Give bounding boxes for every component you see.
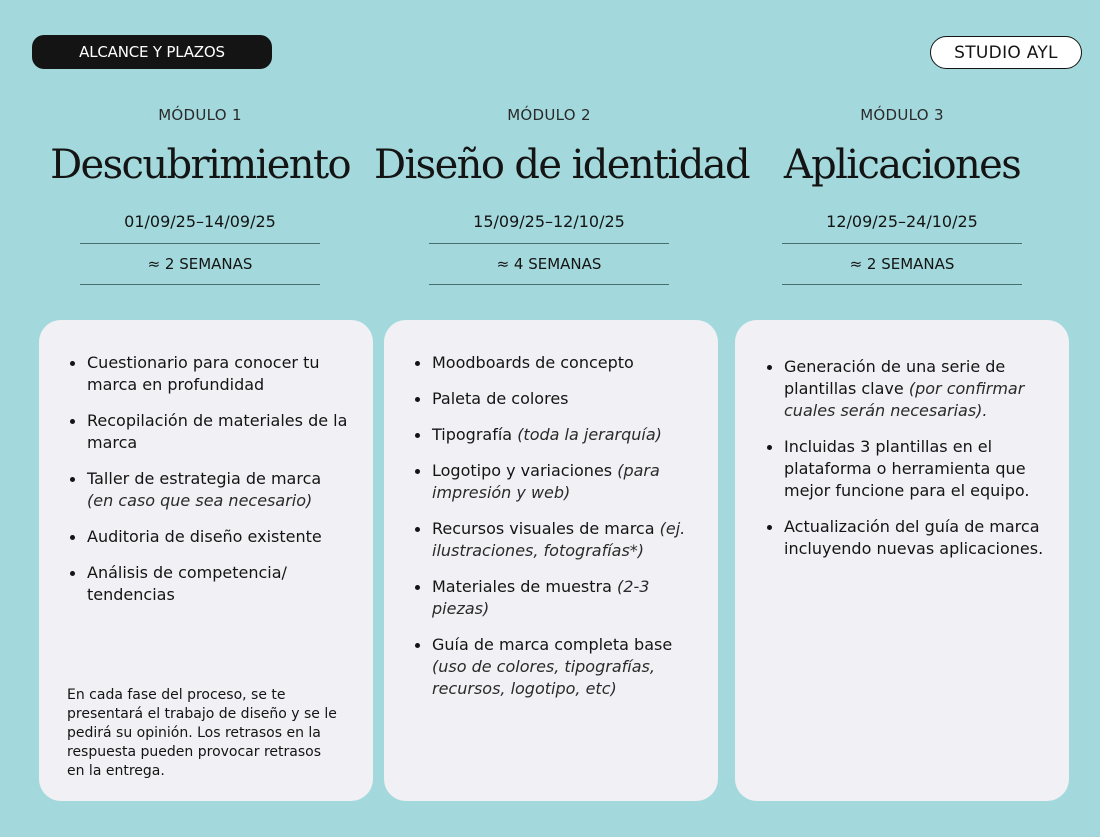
module-2-dates: 15/09/25–12/10/25 <box>429 200 669 244</box>
process-footnote: En cada fase del proceso, se te presentará el trabajo de diseño y se le pedirá su opinión. Los retrasos en la respuesta pueden provocar retrasos en la entrega. <box>67 687 337 779</box>
bullet-icon <box>767 445 772 450</box>
bullet-icon <box>70 477 75 482</box>
bullet-icon <box>415 469 420 474</box>
module-3-title: Aplicaciones <box>783 142 1021 188</box>
module-2-list <box>384 320 718 700</box>
module-3-label: MÓDULO 3 <box>860 106 944 124</box>
studio-badge <box>930 36 1082 69</box>
bullet-icon <box>70 535 75 540</box>
module-1-duration: ≈ 2 SEMANAS <box>80 244 320 285</box>
module-3-duration: ≈ 2 SEMANAS <box>782 244 1022 285</box>
list-item: Recopilación de materiales de la marca <box>65 410 349 454</box>
bullet-icon <box>415 397 420 402</box>
module-3-card <box>735 320 1069 801</box>
module-3-dates: 12/09/25–24/10/25 <box>782 200 1022 244</box>
bullet-icon <box>767 525 772 530</box>
list-item: Cuestionario para conocer tu marca en profundidad <box>65 352 349 396</box>
section-label-badge <box>32 35 272 69</box>
bullet-icon <box>415 361 420 366</box>
list-item: Análisis de competencia/ tendencias <box>65 562 349 606</box>
module-3-header <box>727 100 1077 285</box>
list-item: Logotipo y variaciones (para impresión y web) <box>410 460 696 504</box>
module-1-list <box>39 320 373 606</box>
module-1-card <box>39 320 373 801</box>
list-item: Auditoria de diseño existente <box>65 526 349 548</box>
list-item: Materiales de muestra (2-3 piezas) <box>410 576 696 620</box>
list-item: Taller de estrategia de marca (en caso que sea necesario) <box>65 468 349 512</box>
list-item: Tipografía (toda la jerarquía) <box>410 424 696 446</box>
module-1-label: MÓDULO 1 <box>158 106 242 124</box>
bullet-icon <box>70 361 75 366</box>
module-2-card <box>384 320 718 801</box>
list-item: Paleta de colores <box>410 388 696 410</box>
list-item: Generación de una serie de plantillas clave (por confirmar cuales serán necesarias). <box>762 356 1047 422</box>
module-2-title: Diseño de identidad <box>374 142 749 188</box>
bullet-icon <box>767 365 772 370</box>
bullet-icon <box>415 585 420 590</box>
list-item: Moodboards de concepto <box>410 352 696 374</box>
list-item: Incluidas 3 plantillas en el plataforma o herramienta que mejor funcione para el equipo. <box>762 436 1047 502</box>
module-1-dates: 01/09/25–14/09/25 <box>80 200 320 244</box>
bullet-icon <box>415 527 420 532</box>
list-item: Actualización del guía de marca incluyendo nuevas aplicaciones. <box>762 516 1047 560</box>
bullet-icon <box>415 643 420 648</box>
module-2-label: MÓDULO 2 <box>507 106 591 124</box>
module-1-title: Descubrimiento <box>50 142 350 188</box>
list-item: Guía de marca completa base (uso de colores, tipografías, recursos, logotipo, etc) <box>410 634 696 700</box>
bullet-icon <box>70 419 75 424</box>
module-1-header <box>25 100 375 285</box>
bullet-icon <box>70 571 75 576</box>
studio-name: STUDIO AYL <box>954 42 1058 63</box>
module-3-list <box>735 320 1069 560</box>
section-label: ALCANCE Y PLAZOS <box>79 43 225 61</box>
module-2-duration: ≈ 4 SEMANAS <box>429 244 669 285</box>
list-item: Recursos visuales de marca (ej. ilustraciones, fotografías*) <box>410 518 696 562</box>
bullet-icon <box>415 433 420 438</box>
module-2-header <box>374 100 749 285</box>
